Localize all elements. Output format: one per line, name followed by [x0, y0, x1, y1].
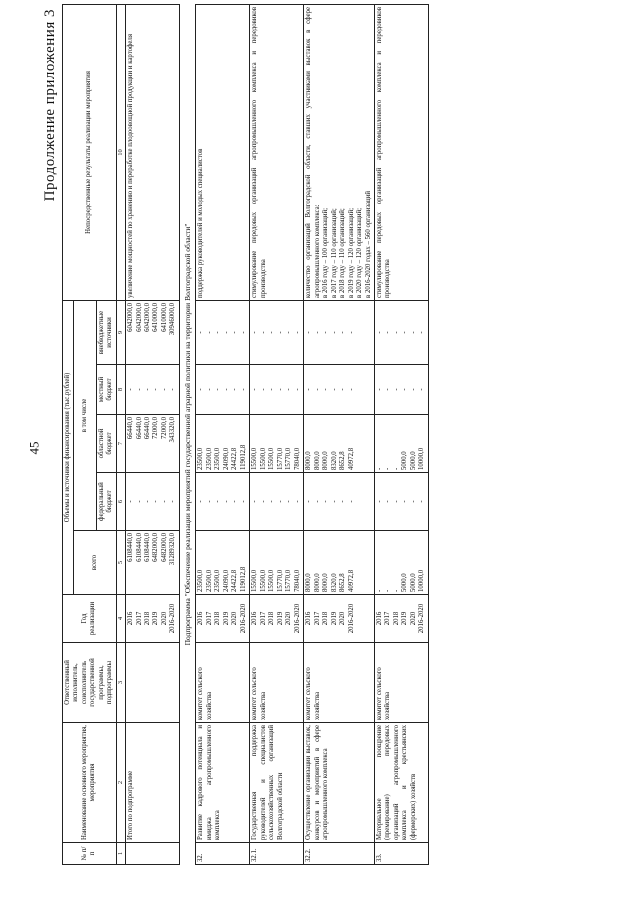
table-row	[196, 4, 250, 864]
row-number: 33.	[375, 843, 429, 865]
row-vsego: 15500,0 15500,0 15500,0 15770,0 15770,0 78040,0	[250, 531, 304, 595]
row-federal: - - - - - -	[304, 473, 375, 531]
subprogram-title: Подпрограмма "Обеспечение реализации мероприятий государственной аграрной политики на территории Волгоградской области"	[179, 4, 195, 864]
page-number: 45	[26, 441, 42, 455]
col-number: 6	[116, 473, 125, 531]
row-federal: - - - - - -	[375, 473, 429, 531]
row-federal: - - - - - -	[250, 473, 304, 531]
row-number: 32.	[196, 843, 250, 865]
row-local: - - - - - -	[196, 365, 250, 415]
table-row	[304, 4, 375, 864]
rotated-page	[40, 5, 636, 865]
row-vsego: 8000,0 8000,0 8000,0 8320,0 8652,8 40972,8	[304, 531, 375, 595]
col-number: 8	[116, 365, 125, 415]
row-years: 2016 2017 2018 2019 2020 2016-2020	[375, 595, 429, 643]
row-executor: комитет сельского хозяйства	[375, 643, 429, 723]
header-num: № п/п	[63, 843, 117, 865]
header-year: Год реализации	[63, 595, 117, 643]
col-number: 10	[116, 4, 125, 300]
row-name: Государственная поддержка руководителей и специалистов сельскохозяйственных организаций Волгоградской области	[250, 723, 304, 843]
header-incl: в том числе	[74, 300, 96, 530]
col-number: 7	[116, 415, 125, 473]
col-number: 1	[116, 843, 125, 865]
row-local: - - - - - -	[304, 365, 375, 415]
row-years: 2016 2017 2018 2019 2020 2016-2020	[304, 595, 375, 643]
financing-table	[62, 4, 429, 865]
total-result: увеличение мощностей по хранению и переработке плодоовощной продукции и картофеля	[126, 4, 180, 300]
row-name: Развитие кадрового потенциала и имиджа агропромышленного комплекса	[196, 723, 250, 843]
row-name: Материальное поощрение (премирование) передовых организаций агропромышленного комплекса и крестьянских (фермерских) хозяйств	[375, 723, 429, 843]
row-years: 2016 2017 2018 2019 2020 2016-2020	[250, 595, 304, 643]
row-vsego: - - - 5000,0 5000,0 10000,0	[375, 531, 429, 595]
row-number: 32.2.	[304, 843, 375, 865]
row-offbudget: - - - - - -	[250, 300, 304, 364]
total-vsego: 6108440,0 6108440,0 6108440,0 6482000,0 6482000,0 31289320,0	[126, 531, 180, 595]
row-local: - - - - - -	[375, 365, 429, 415]
row-executor: комитет сельского хозяйства	[196, 643, 250, 723]
row-vsego: 23500,0 23500,0 23500,0 24090,0 24422,8 119012,8	[196, 531, 250, 595]
row-result: стимулирование передовых организаций агропромышленного комплекса и передовиков производства	[250, 4, 304, 300]
row-local: - - - - - -	[250, 365, 304, 415]
header-financing: Объемы и источники финансирования (тыс.рублей)	[63, 300, 74, 594]
row-offbudget: - - - - - -	[196, 300, 250, 364]
row-years: 2016 2017 2018 2019 2020 2016-2020	[196, 595, 250, 643]
row-regional: 23500,0 23500,0 23500,0 24090,0 24422,8 119012,8	[196, 415, 250, 473]
total-federal: - - - - - -	[126, 473, 180, 531]
header-federal: федеральный бюджет	[96, 473, 116, 531]
total-local: - - - - - -	[126, 365, 180, 415]
total-regional: 66440,0 66440,0 66440,0 72000,0 72000,0 343320,0	[126, 415, 180, 473]
row-offbudget: - - - - - -	[375, 300, 429, 364]
header-local: местный бюджет	[96, 365, 116, 415]
row-result: количество организаций Волгоградской области, ставших участниками выставок в сфере агропромышленного комплекса: в 2016 году – 100 организаций; в 2017 году – 110 организаций; в 2018 году – 110 организаций; в 2019 году – 120 организаций; в 2020 году – 120 организаций; в 2016-2020 годах – 560 организаций	[304, 4, 375, 300]
row-executor: комитет сельского хозяйства	[304, 643, 375, 723]
header-offbudget: внебюджетные источники	[96, 300, 116, 364]
col-number: 3	[116, 643, 125, 723]
col-number: 5	[116, 531, 125, 595]
table-row	[375, 4, 429, 864]
total-offbudget: 6042000,0 6042000,0 6042000,0 6410000,0 6410000,0 30946000,0	[126, 300, 180, 364]
row-federal: - - - - - -	[196, 473, 250, 531]
total-years: 2016 2017 2018 2019 2020 2016-2020	[126, 595, 180, 643]
header-total: всего	[74, 531, 116, 595]
row-offbudget: - - - - - -	[304, 300, 375, 364]
row-executor: комитет сельского хозяйства	[250, 643, 304, 723]
col-number: 9	[116, 300, 125, 364]
column-numbers-row	[116, 4, 125, 864]
header-name: Наименование основного мероприятия, мероприятия	[63, 723, 117, 843]
table-row	[250, 4, 304, 864]
row-regional: 8000,0 8000,0 8000,0 8320,0 8652,8 40972,8	[304, 415, 375, 473]
row-result: стимулирование передовых организаций агропромышленного комплекса и передовиков производства	[375, 4, 429, 300]
total-label: Итого по подпрограмме	[126, 723, 180, 843]
header-regional: областной бюджет	[96, 415, 116, 473]
col-number: 2	[116, 723, 125, 843]
row-regional: - - - 5000,0 5000,0 10000,0	[375, 415, 429, 473]
row-number: 32.1.	[250, 843, 304, 865]
table-row-total	[126, 4, 180, 864]
subprogram-title-row	[179, 4, 195, 864]
col-number: 4	[116, 595, 125, 643]
row-name: Осуществление организации выставок, конкурсов и мероприятий в сфере агропромышленного комплекса	[304, 723, 375, 843]
header-executor: Ответственный исполнитель, соисполнитель государственной программы, подпрограммы	[63, 643, 117, 723]
appendix-heading: Продолжение приложения 3	[42, 9, 58, 202]
header-result: Непосредственные результаты реализации мероприятия	[63, 4, 117, 300]
row-result: поддержка руководителей и молодых специалистов	[196, 4, 250, 300]
row-regional: 15500,0 15500,0 15500,0 15770,0 15770,0 78040,0	[250, 415, 304, 473]
